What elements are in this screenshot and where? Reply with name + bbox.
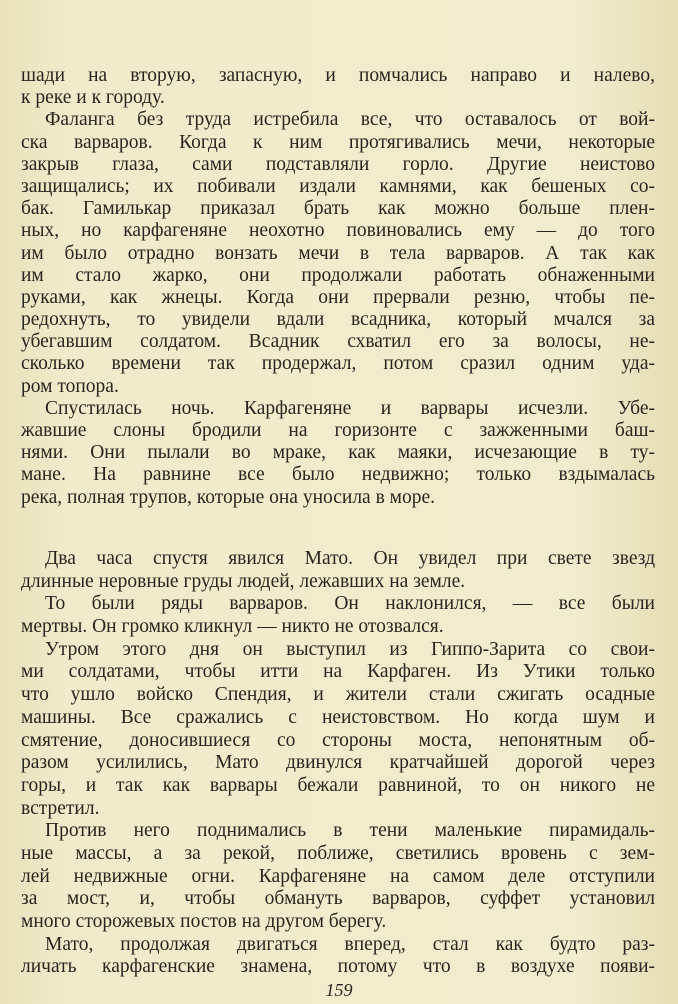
text-line: ром топора.	[21, 375, 119, 397]
text-line: ми солдатами, чтобы итти на Карфаген. Из Утики только	[21, 661, 655, 683]
text-line: к реке и к городу.	[21, 87, 165, 109]
text-line: Утром этого дня он выступил из Гиппо-Зарита со свои-	[45, 638, 655, 660]
text-line: встретил.	[21, 797, 100, 819]
text-line: смятение, доносившиеся со стороны моста, непонятным об-	[21, 729, 655, 751]
text-line: лей недвижные огни. Карфагеняне на самом деле отступили	[21, 865, 655, 887]
text-line: длинные неровные груды людей, лежавших на земле.	[21, 570, 466, 592]
text-line: Против него поднимались в тени маленькие пирамидаль-	[45, 820, 655, 842]
text-line: шади на вторую, запасную, и помчались направо и налево,	[21, 65, 655, 86]
paragraph	[21, 934, 655, 979]
paragraph	[21, 65, 655, 109]
paragraph	[21, 398, 655, 509]
text-block-lower	[21, 548, 655, 979]
text-line: нями. Они пылали во мраке, как маяки, исчезающие в ту-	[21, 442, 655, 464]
text-line: защищались; их побивали издали камнями, как бешеных со-	[21, 175, 655, 197]
text-line: много сторожевых постов на другом берегу.	[21, 911, 387, 932]
paragraph	[21, 639, 655, 821]
text-line: что ушло войско Спендия, и жители стали сжигать осадные	[21, 684, 655, 706]
text-line: Мато, продолжая двигаться вперед, стал как будто раз-	[45, 933, 655, 955]
page-number: 159	[325, 980, 353, 1000]
text-line: река, полная трупов, которые она уносила в море.	[21, 486, 436, 508]
text-line: Спустилась ночь. Карфагеняне и варвары исчезли. Убе-	[45, 397, 655, 419]
text-line: редохнуть, то увидели вдали всадника, который мчался за	[21, 309, 655, 331]
text-line: им стало жарко, они продолжали работать обнаженными	[21, 264, 655, 286]
text-line: ных, но карфагеняне неохотно повиновались ему — до того	[21, 220, 655, 242]
text-block-upper	[21, 65, 655, 509]
text-line: мертвы. Он громко кликнул — никто не отозвался.	[21, 616, 444, 638]
text-line: бак. Гамилькар приказал брать как можно больше плен-	[21, 198, 655, 220]
text-line: Два часа спустя явился Мато. Он увидел при свете звезд	[45, 548, 655, 569]
text-line: горы, и так как варвары бежали равниной, то он никого не	[21, 774, 655, 796]
text-line: То были ряды варваров. Он наклонился, — все были	[45, 593, 655, 615]
text-line: личать карфагенские знамена, потому что в воздухе появи-	[21, 956, 655, 978]
text-line: мане. На равнине все было недвижно; только вздымалась	[21, 464, 655, 486]
text-line: закрыв глаза, сами подставляли горло. Другие неистово	[21, 153, 655, 175]
paragraph	[21, 820, 655, 933]
text-line: машины. Все сражались с неистовством. Но когда шум и	[21, 706, 655, 728]
text-line: руками, как жнецы. Когда они прервали резню, чтобы пе-	[21, 286, 655, 308]
text-line: за мост, и, чтобы обмануть варваров, суффет установил	[21, 888, 655, 910]
text-line: ска варваров. Когда к ним протягивались мечи, некоторые	[21, 131, 655, 153]
text-line: разом усилились, Мато двинулся кратчайшей дорогой через	[21, 752, 655, 774]
text-line: ные массы, а за рекой, поближе, светились вровень с зем-	[21, 842, 655, 864]
text-line: жавшие слоны бродили на горизонте с зажженными баш-	[21, 420, 655, 441]
text-line: убегавшим солдатом. Всадник схватил его за волосы, не-	[21, 331, 655, 353]
text-line: Фаланга без труда истребила все, что оставалось от вой-	[45, 109, 655, 131]
paragraph	[21, 548, 655, 593]
text-line: сколько времени так продержал, потом сразил одним уда-	[21, 353, 655, 375]
paragraph	[21, 109, 655, 397]
paragraph	[21, 593, 655, 638]
text-line: им было отрадно вонзать мечи в тела варваров. А так как	[21, 242, 655, 264]
